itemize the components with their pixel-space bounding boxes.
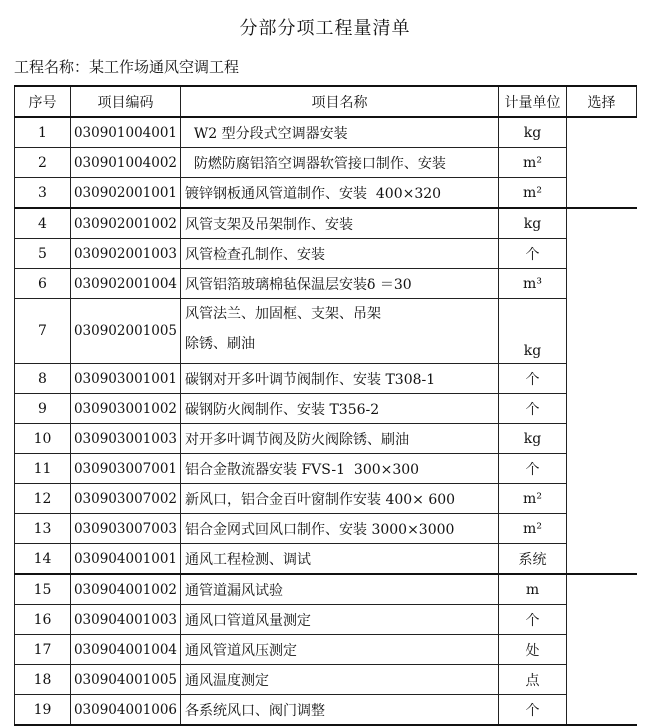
- row-number: 15: [15, 574, 71, 605]
- row-number: 3: [15, 178, 71, 209]
- item-name: 通管道漏风试验: [181, 574, 499, 605]
- unit: 个: [499, 394, 567, 424]
- item-name: W2 型分段式空调器安装: [181, 117, 499, 148]
- table-row: [15, 665, 637, 695]
- unit: kg: [499, 299, 567, 364]
- select-cell[interactable]: [567, 605, 637, 635]
- item-name: 镀锌钢板通风管道制作、安装 400×320: [181, 178, 499, 209]
- table-row: [15, 148, 637, 178]
- table-row: [15, 178, 637, 209]
- unit: 个: [499, 695, 567, 726]
- item-code: 030903007001: [71, 454, 181, 484]
- item-name: 对开多叶调节阀及防火阀除锈、刷油: [181, 424, 499, 454]
- row-number: 4: [15, 208, 71, 239]
- item-name: 各系统风口、阀门调整: [181, 695, 499, 726]
- project-name: 工程名称：某工作场通风空调工程: [14, 58, 240, 76]
- table-row: [15, 605, 637, 635]
- row-number: 1: [15, 117, 71, 148]
- table-row: [15, 635, 637, 665]
- unit: 个: [499, 605, 567, 635]
- item-name: 风管支架及吊架制作、安装: [181, 208, 499, 239]
- unit: m²: [499, 484, 567, 514]
- row-number: 18: [15, 665, 71, 695]
- table-row: [15, 117, 637, 148]
- item-name: 通风温度测定: [181, 665, 499, 695]
- row-number: 5: [15, 239, 71, 269]
- header-select: 选择: [567, 86, 637, 117]
- item-name: 通风管道风压测定: [181, 635, 499, 665]
- select-cell[interactable]: [567, 239, 637, 269]
- unit: m²: [499, 178, 567, 209]
- item-name-line-2: 除锈、刷油: [185, 336, 255, 352]
- header-name: 项目名称: [181, 86, 499, 117]
- select-cell[interactable]: [567, 454, 637, 484]
- table-row: [15, 208, 637, 239]
- row-number: 13: [15, 514, 71, 544]
- header-code: 项目编码: [71, 86, 181, 117]
- select-cell[interactable]: [567, 514, 637, 544]
- table-row: [15, 364, 637, 394]
- table-row: [15, 484, 637, 514]
- page-title: 分部分项工程量清单: [239, 18, 411, 39]
- row-number: 14: [15, 544, 71, 575]
- row-number: 9: [15, 394, 71, 424]
- select-cell[interactable]: [567, 299, 637, 364]
- table-row: [15, 239, 637, 269]
- select-cell[interactable]: [567, 544, 637, 575]
- item-code: 030902001002: [71, 208, 181, 239]
- table-row: [15, 544, 637, 575]
- table-row: [15, 695, 637, 726]
- item-code: 030902001001: [71, 178, 181, 209]
- table-row: [15, 424, 637, 454]
- item-name: 铝合金散流器安装 FVS-1 300×300: [181, 454, 499, 484]
- select-cell[interactable]: [567, 484, 637, 514]
- unit: m²: [499, 148, 567, 178]
- unit: m: [499, 574, 567, 605]
- item-name: [181, 299, 499, 364]
- unit: m²: [499, 514, 567, 544]
- item-name: 通风口管道风量测定: [181, 605, 499, 635]
- unit: kg: [499, 424, 567, 454]
- unit: kg: [499, 117, 567, 148]
- item-code: 030902001003: [71, 239, 181, 269]
- item-code: 030903001003: [71, 424, 181, 454]
- item-code: 030903007003: [71, 514, 181, 544]
- item-name: 风管铝箔玻璃棉毡保温层安装δ ＝30: [181, 269, 499, 299]
- item-code: 030904001002: [71, 574, 181, 605]
- item-name-line-1: 风管法兰、加固框、支架、吊架: [185, 306, 381, 322]
- row-number: 11: [15, 454, 71, 484]
- item-name: 碳钢防火阀制作、安装 T356-2: [181, 394, 499, 424]
- item-code: 030902001005: [71, 299, 181, 364]
- unit: 个: [499, 454, 567, 484]
- select-cell[interactable]: [567, 635, 637, 665]
- header-unit: 计量单位: [499, 86, 567, 117]
- select-cell[interactable]: [567, 665, 637, 695]
- item-name: 碳钢对开多叶调节阀制作、安装 T308-1: [181, 364, 499, 394]
- table-row: [15, 394, 637, 424]
- header-no: 序号: [15, 86, 71, 117]
- select-cell[interactable]: [567, 574, 637, 605]
- item-name: 新风口，铝合金百叶窗制作安装 400× 600: [181, 484, 499, 514]
- select-cell[interactable]: [567, 424, 637, 454]
- select-cell[interactable]: [567, 364, 637, 394]
- table-row: [15, 299, 637, 364]
- item-name: 通风工程检测、调试: [181, 544, 499, 575]
- table-row: [15, 574, 637, 605]
- item-code: 030903001001: [71, 364, 181, 394]
- select-cell[interactable]: [567, 117, 637, 148]
- item-code: 030903007002: [71, 484, 181, 514]
- select-cell[interactable]: [567, 148, 637, 178]
- bill-of-quantities-table: [14, 85, 637, 726]
- unit: 个: [499, 239, 567, 269]
- item-code: 030901004001: [71, 117, 181, 148]
- item-code: 030904001006: [71, 695, 181, 726]
- row-number: 12: [15, 484, 71, 514]
- unit: 点: [499, 665, 567, 695]
- item-code: 030904001004: [71, 635, 181, 665]
- table-header-row: [15, 86, 637, 117]
- item-name: 风管检查孔制作、安装: [181, 239, 499, 269]
- table-row: [15, 269, 637, 299]
- select-cell[interactable]: [567, 208, 637, 239]
- unit: 处: [499, 635, 567, 665]
- table-row: [15, 454, 637, 484]
- item-name: 防燃防腐铝箔空调器软管接口制作、安装: [181, 148, 499, 178]
- item-code: 030904001003: [71, 605, 181, 635]
- select-cell[interactable]: [567, 394, 637, 424]
- row-number: 19: [15, 695, 71, 726]
- unit: 系统: [499, 544, 567, 575]
- item-name: 铝合金网式回风口制作、安装 3000×3000: [181, 514, 499, 544]
- row-number: 8: [15, 364, 71, 394]
- item-code: 030902001004: [71, 269, 181, 299]
- row-number: 7: [15, 299, 71, 364]
- select-cell[interactable]: [567, 695, 637, 726]
- unit: m³: [499, 269, 567, 299]
- select-cell[interactable]: [567, 178, 637, 209]
- item-code: 030904001001: [71, 544, 181, 575]
- row-number: 6: [15, 269, 71, 299]
- row-number: 10: [15, 424, 71, 454]
- row-number: 17: [15, 635, 71, 665]
- select-cell[interactable]: [567, 269, 637, 299]
- item-code: 030903001002: [71, 394, 181, 424]
- row-number: 2: [15, 148, 71, 178]
- unit: 个: [499, 364, 567, 394]
- table-row: [15, 514, 637, 544]
- row-number: 16: [15, 605, 71, 635]
- item-code: 030904001005: [71, 665, 181, 695]
- item-code: 030901004002: [71, 148, 181, 178]
- unit: kg: [499, 208, 567, 239]
